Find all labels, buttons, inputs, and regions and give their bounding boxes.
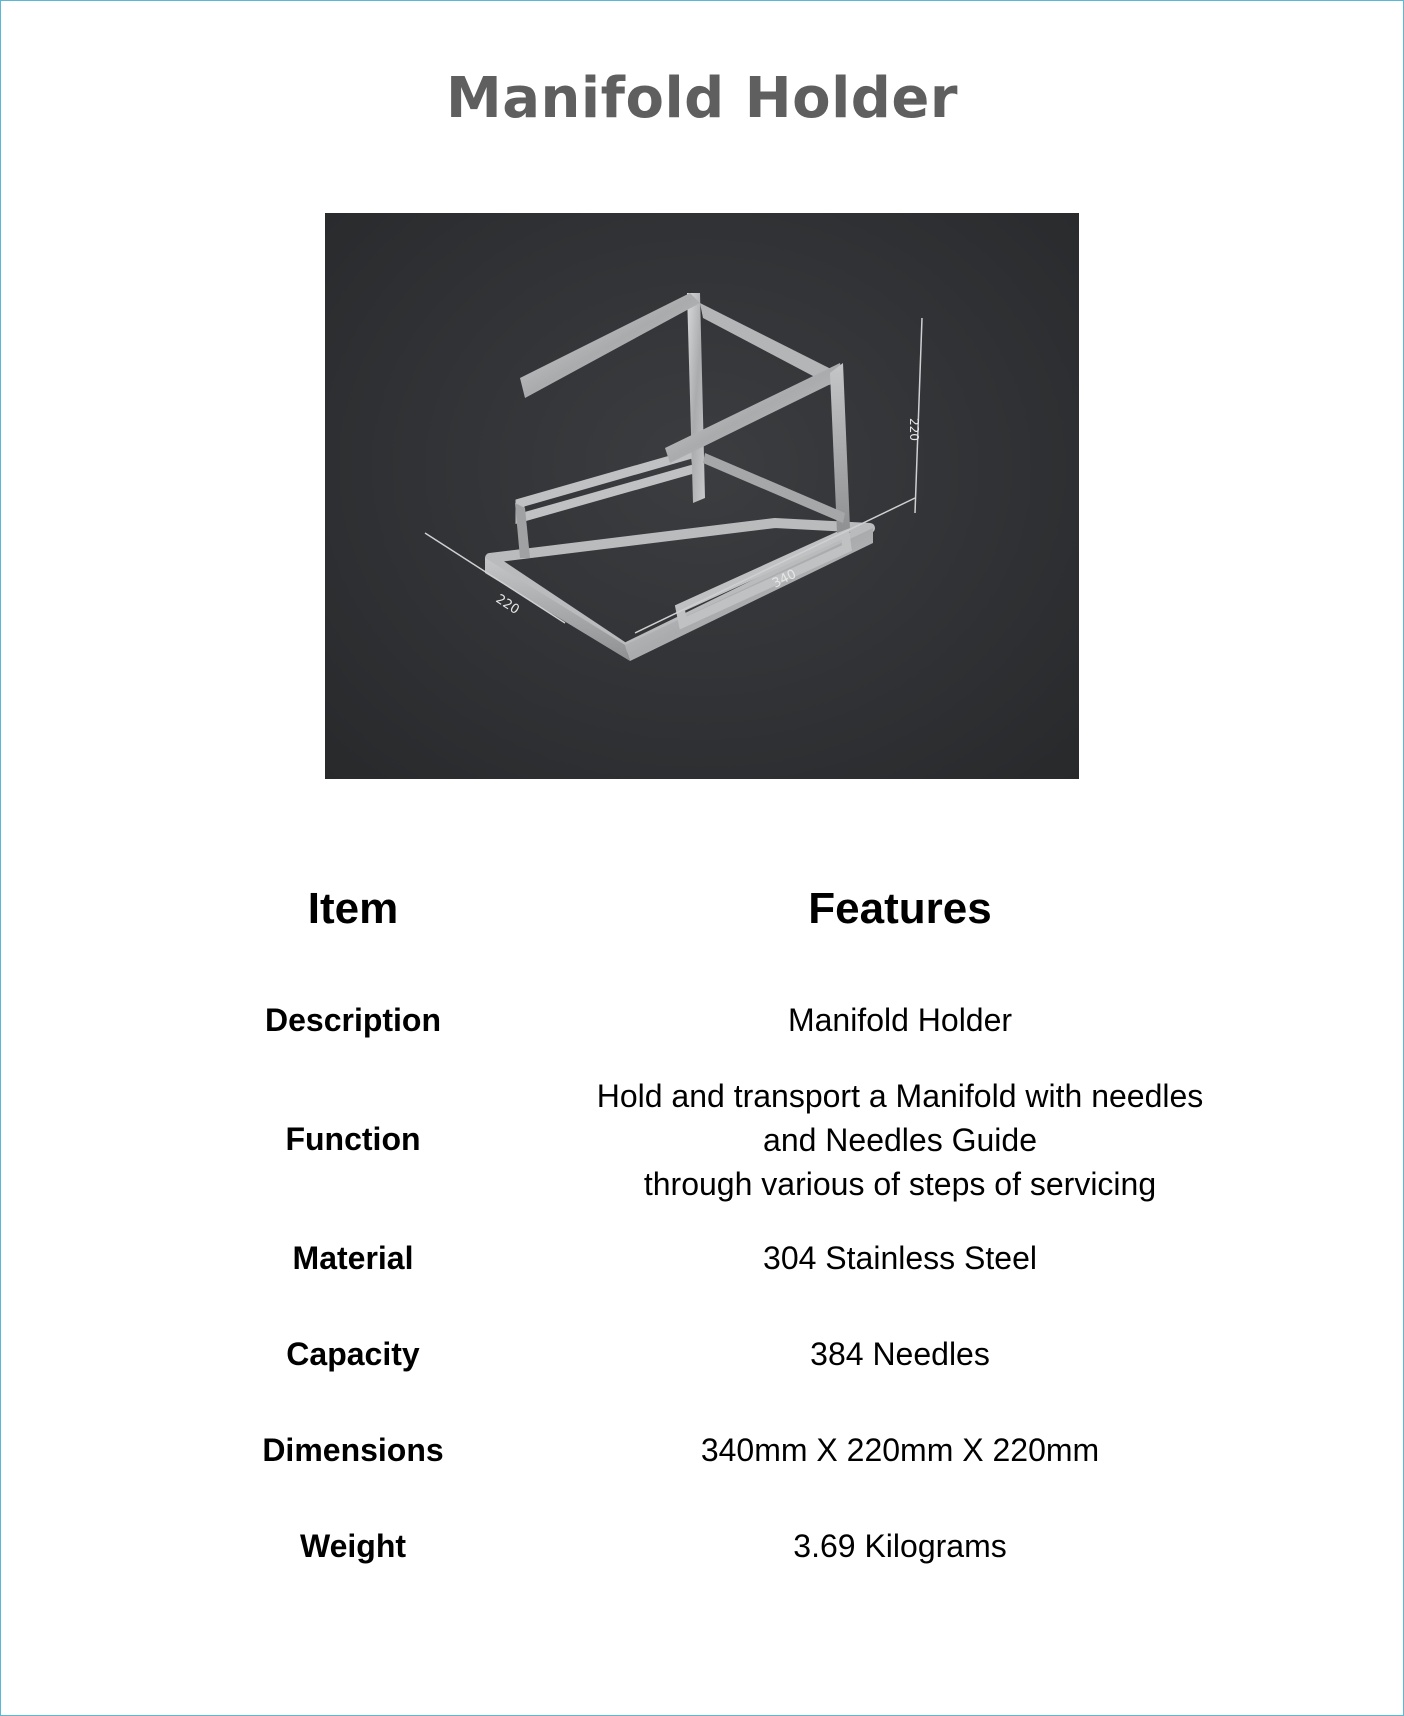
row-value-capacity	[550, 1332, 1250, 1376]
row-value-description	[550, 998, 1250, 1042]
manifold-holder-illustration	[325, 213, 1079, 779]
value-line: Hold and transport a Manifold with needles	[596, 1078, 1204, 1114]
inner-rail	[703, 453, 845, 523]
value-line: through various of steps of servicing	[643, 1166, 1157, 1202]
row-value-dimensions	[550, 1428, 1250, 1472]
row-label-capacity: Capacity	[286, 1336, 420, 1372]
row-label-weight: Weight	[299, 1528, 407, 1564]
dim-line-height	[915, 318, 922, 513]
value-line: 384 Needles	[810, 1336, 990, 1372]
dim-label-depth: 220	[492, 591, 522, 618]
value-line: 340mm X 220mm X 220mm	[700, 1432, 1100, 1468]
row-label-function: Function	[285, 1121, 421, 1157]
header-item: Item	[307, 884, 399, 933]
dim-label-height: 220	[907, 418, 921, 441]
dim-label-width: 340	[770, 566, 799, 592]
row-label-material: Material	[292, 1240, 414, 1276]
row-value-function	[550, 1074, 1250, 1206]
value-line: 3.69 Kilograms	[793, 1528, 1007, 1564]
value-line: and Needles Guide	[763, 1122, 1037, 1158]
product-photo	[325, 213, 1079, 779]
row-label-dimensions: Dimensions	[262, 1432, 444, 1468]
row-value-weight	[550, 1524, 1250, 1568]
top-back-bar	[520, 293, 700, 398]
value-line: 304 Stainless Steel	[763, 1240, 1037, 1276]
value-line: Manifold Holder	[787, 1002, 1013, 1038]
top-side-bar	[700, 303, 835, 385]
row-value-material	[550, 1236, 1250, 1280]
front-post	[830, 363, 850, 533]
header-features: Features	[808, 884, 992, 933]
row-label-description: Description	[264, 1002, 442, 1038]
page-title: Manifold Holder	[446, 66, 958, 131]
